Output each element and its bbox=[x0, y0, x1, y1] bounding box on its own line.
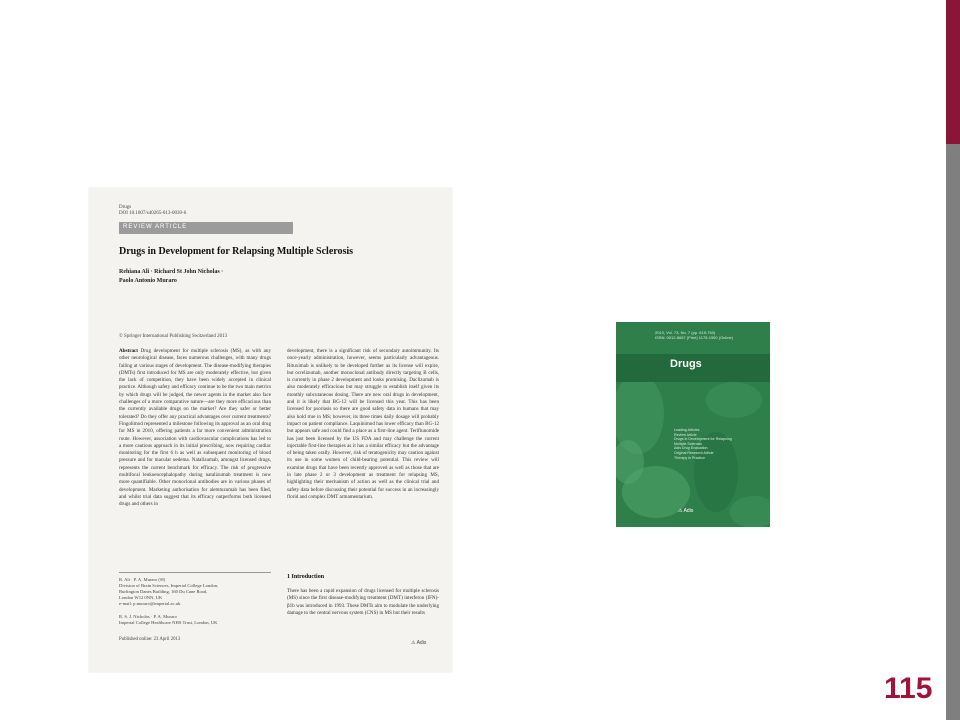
affiliations: R. Ali · P. A. Muraro (✉) Division of Brain Sciences, Imperial College London, Burlington Danes Building, 160 Du Cane Road, London W12 0NN, UK e-mail: p.muraro@imperial.ac.uk R. S. J. Nicholas · P. A. Muraro Imperial College Healthcare NHS Trust, London, UK bbox=[119, 577, 219, 625]
cover-contents: Leading Articles Review Article Drugs in Development for Relapsing Multiple Sclerosis Adis Drug Evaluation Original Research Article Therapy in Practice bbox=[674, 428, 732, 460]
intro-text: There has been a rapid expansion of drugs licensed for multiple sclerosis (MS) since the first disease-modifying treatment (DMT) interferon (IFN)-β1b was introduced in 1993. These DMTs aim to modulate the underlying damage to the central nervous system (CNS) in MS but their results bbox=[287, 588, 439, 616]
cover-capsules-artwork bbox=[616, 322, 770, 527]
section-label: REVIEW ARTICLE bbox=[123, 224, 188, 230]
paper-image bbox=[89, 188, 452, 672]
abstract-text-1: Drug development for multiple sclerosis (MS), as with any other neurological disease, faces numerous challenges, with many drugs failing at various stages of development. The disease-modifying therapies (DMTs) first introduced for MS are only moderately effective, but given the lack of competition, they have been widely accepted in clinical practice. Although safety and efficacy continue to be the two main metrics by which drugs will be judged, the newer agents in the market also face challenges of a more comparative nature—are they more efficacious than the currently available drugs on the market? Are they safer or better tolerated? Do they offer any practical advantages over current treatments? Fingolimod represented a milestone following its approval as an oral drug for MS in 2010, offering patients a far more convenient administration route. However, association with cardiovascular complications has led to a more cautious approach in its initial prescribing, now requiring cardiac monitoring for the first 6 h as well as subsequent monitoring of blood pressure and for macular oedema. Natalizumab, amongst licensed drugs, represents the current benchmark for efficacy. The risk of progressive multifocal leukoencephalopathy during natalizumab treatment is now more quantifiable. Other monoclonal antibodies are in various phases of development. Marketing authorisation for alemtuzumab has been filed, and whilst trial data suggest that its efficacy outperforms both licensed drugs and others in bbox=[119, 348, 271, 508]
cover-volume: 2013, Vol. 73, No. 7 (pp. 615-760) bbox=[655, 330, 716, 335]
section-banner bbox=[119, 222, 293, 234]
abstract-label: Abstract bbox=[119, 348, 138, 354]
accent-bar-top bbox=[946, 0, 960, 144]
cover-volume-info bbox=[655, 330, 733, 340]
cover-issn: ISSN: 0012-6667 (Print) 1179-1950 (Online) bbox=[655, 335, 733, 340]
paper-authors bbox=[119, 268, 349, 286]
paper-title: Drugs in Development for Relapsing Multiple Sclerosis bbox=[119, 246, 354, 257]
accent-bar-bottom bbox=[946, 144, 960, 720]
journal-name: Drugs bbox=[119, 205, 132, 210]
footnote-rule bbox=[119, 572, 271, 573]
paper-publisher-logo: ⚠ Adis bbox=[411, 640, 427, 646]
authors-line-2: Paolo Antonio Muraro bbox=[119, 278, 177, 284]
abstract-column-2: development, there is a significant risk of secondary autoimmunity. Its once-yearly administration, however, seems particularly advantageous. Rituximab is unlikely to be developed further as its license will expire, but ocrelizumab, another monoclonal antibody directly targeting B cells, is currently in phase 2 development and looks promising. Daclizumab is also moderately efficacious but may struggle to establish itself given its monthly subcutaneous dosing. There are new oral drugs in development, and it is likely that BG-12 will be licensed this year. This has been licensed for psoriasis so there are good safety data in humans that may also hold true in MS; however, its three times daily dosage will probably impact on patient compliance. Laquinimod has lower efficacy than BG-12 but appears safe and could find a place as a first-line agent. Teriflunomide has just been licensed by the US FDA and may challenge the current injectable first-line therapies as it has a similar efficacy but the advantage of being taken orally. However, risk of teratogenicity may caution against its use in some women of child-bearing potential. This review will examine drugs that have been recently approved as well as those that are in late phase 2 or 3 development as treatment for relapsing MS, highlighting their mechanism of action as well as the clinical trial and safety data before discussing their potential for success in an increasingly florid and complex DMT armamentarium. bbox=[287, 348, 439, 500]
cover-title: Drugs bbox=[670, 358, 702, 370]
authors-line-1: Rehiana Ali · Richard St John Nicholas · bbox=[119, 269, 224, 275]
doi: DOI 10.1007/s40265-013-0030-6 bbox=[119, 211, 187, 216]
paper-journal bbox=[119, 205, 186, 217]
cover-publisher-logo: ⚠ Adis bbox=[678, 508, 694, 514]
published-date: Published online: 23 April 2013 bbox=[119, 637, 181, 642]
copyright: © Springer International Publishing Switzerland 2013 bbox=[119, 334, 228, 339]
slide-number: 115 bbox=[884, 672, 933, 705]
journal-cover-image bbox=[616, 322, 770, 527]
intro-heading: 1 Introduction bbox=[287, 574, 325, 580]
abstract-column-1 bbox=[119, 348, 271, 572]
